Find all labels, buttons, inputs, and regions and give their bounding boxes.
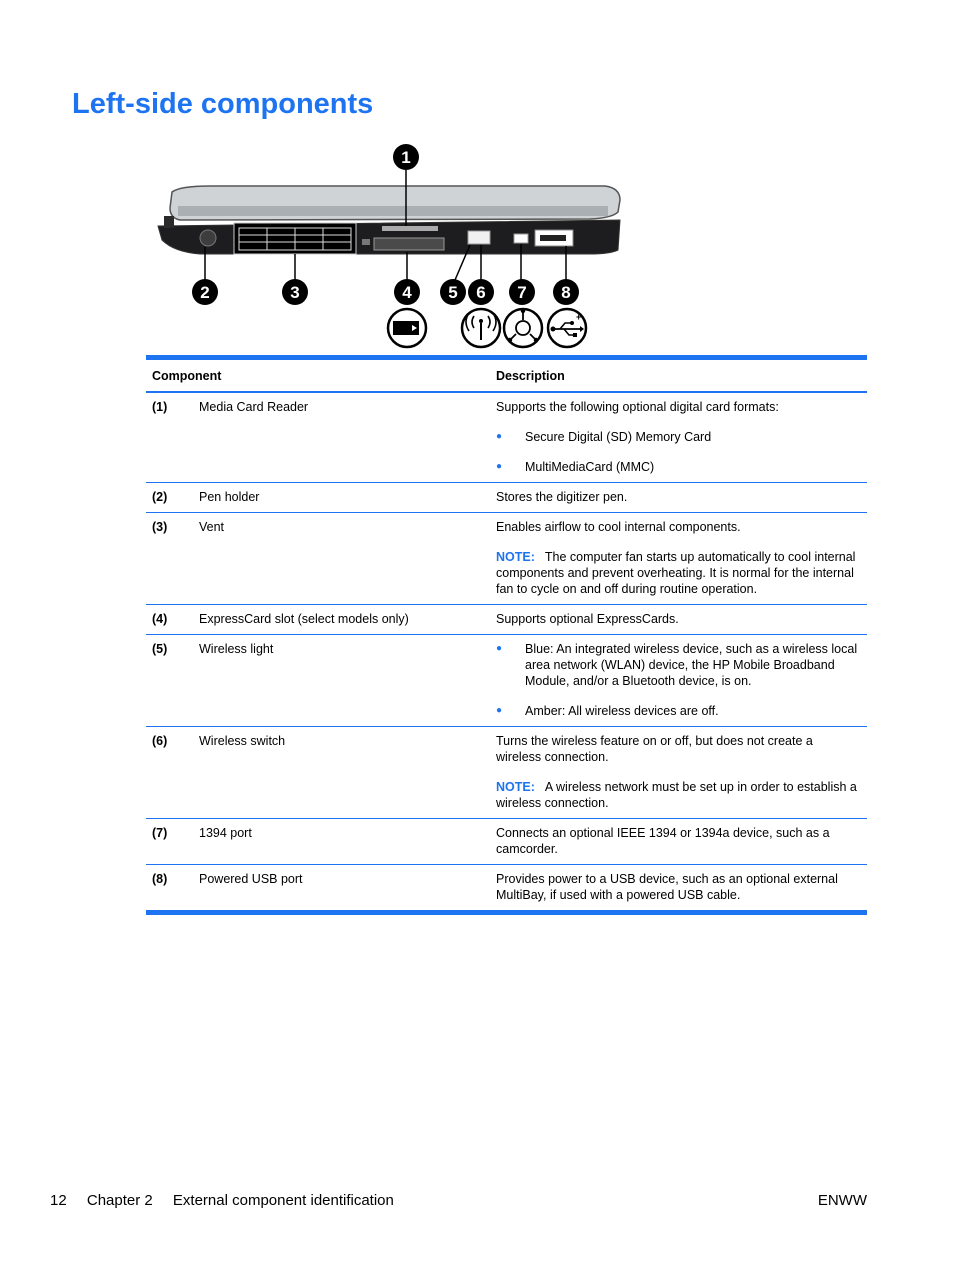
note [496,779,861,811]
laptop-illustration [150,140,630,350]
bullet-text: MultiMediaCard (MMC) [525,460,655,474]
description-text: Enables airflow to cool internal components. [496,520,741,534]
svg-text:7: 7 [517,283,527,302]
component-number: (1) [152,400,168,414]
svg-text:8: 8 [561,283,571,302]
callout-2 [192,279,218,305]
component-name: 1394 port [199,826,252,840]
chapter-label: Chapter 2 [86,1192,153,1209]
note-label: NOTE: [496,550,535,564]
table-row [146,605,867,635]
component-description [490,825,867,857]
component-number: (8) [152,872,168,886]
table-row [146,635,867,727]
svg-text:6: 6 [476,283,486,302]
table-row [146,513,867,605]
callout-5 [440,279,466,305]
list-item [496,459,861,475]
callout-6 [468,279,494,305]
chapter-title: External component identification [172,1192,394,1209]
description-text: Provides power to a USB device, such as an optional external MultiBay, if used with a powered USB cable. [496,872,838,902]
callout-7 [509,279,535,305]
description-text: Supports the following optional digital card formats: [496,400,779,414]
svg-text:3: 3 [290,283,300,302]
description-text: Connects an optional IEEE 1394 or 1394a device, such as a camcorder. [496,826,830,856]
table-row [146,819,867,865]
svg-text:+: + [576,312,582,322]
document-code: ENWW [817,1192,867,1209]
bullet-icon: ● [496,705,503,716]
bullet-icon: ● [496,643,503,654]
component-description [490,611,867,627]
component-description [490,519,867,597]
note [496,549,861,597]
component-description [490,871,867,903]
table-row [146,483,867,513]
callout-8 [553,279,579,305]
svg-text:1: 1 [401,148,411,167]
wireless-icon [462,309,500,347]
callout-3 [282,279,308,305]
footer-left [50,1192,410,1209]
svg-text:5: 5 [448,283,458,302]
description-text: Turns the wireless feature on or off, but does not create a wireless connection. [496,734,813,764]
list-item [496,703,861,719]
component-number: (5) [152,642,168,656]
component-number: (7) [152,826,168,840]
component-name: ExpressCard slot (select models only) [199,612,409,626]
component-number: (6) [152,734,168,748]
laptop-left-side-figure [150,140,630,350]
table-row [146,865,867,910]
note-text: The computer fan starts up automatically to cool internal components and prevent overheating. It is normal for the internal fan to cycle on and off during routine operation. [496,550,856,596]
components-table [146,355,867,915]
component-description [490,399,867,475]
list-item [496,641,861,689]
svg-text:4: 4 [402,283,412,302]
component-number: (3) [152,520,168,534]
component-description [490,641,867,719]
component-number: (2) [152,490,168,504]
table-row [146,393,867,483]
description-text: Stores the digitizer pen. [496,490,628,504]
page-number: 12 [50,1192,67,1209]
page-footer [50,1192,867,1209]
svg-text:2: 2 [200,283,210,302]
page-title: Left-side components [72,88,374,120]
description-text: Supports optional ExpressCards. [496,612,679,626]
component-name: Vent [199,520,225,534]
header-description: Description [496,368,565,383]
bullet-text: Secure Digital (SD) Memory Card [525,430,712,444]
usb-icon [548,309,586,347]
bullet-icon: ● [496,431,503,442]
table-row [146,727,867,819]
callout-1 [393,144,419,170]
table-header [146,360,867,393]
component-description [490,489,867,505]
bullet-text: Blue: An integrated wireless device, such as a wireless local area network (WLAN) device, the HP Mobile Broadband Module, and/or a Bluetooth device, is on. [525,642,858,688]
list-item [496,429,861,445]
bullet-text: Amber: All wireless devices are off. [525,704,719,718]
component-name: Media Card Reader [199,400,309,414]
header-component: Component [152,368,222,383]
note-text: A wireless network must be set up in order to establish a wireless connection. [496,780,857,810]
bullet-icon: ● [496,461,503,472]
component-name: Wireless light [199,642,274,656]
callout-4 [394,279,420,305]
component-description [490,733,867,811]
expresscard-icon [388,309,426,347]
note-label: NOTE: [496,780,535,794]
component-name: Wireless switch [199,734,286,748]
component-name: Pen holder [199,490,260,504]
firewire-1394-icon [504,309,542,347]
component-number: (4) [152,612,168,626]
component-name: Powered USB port [199,872,303,886]
